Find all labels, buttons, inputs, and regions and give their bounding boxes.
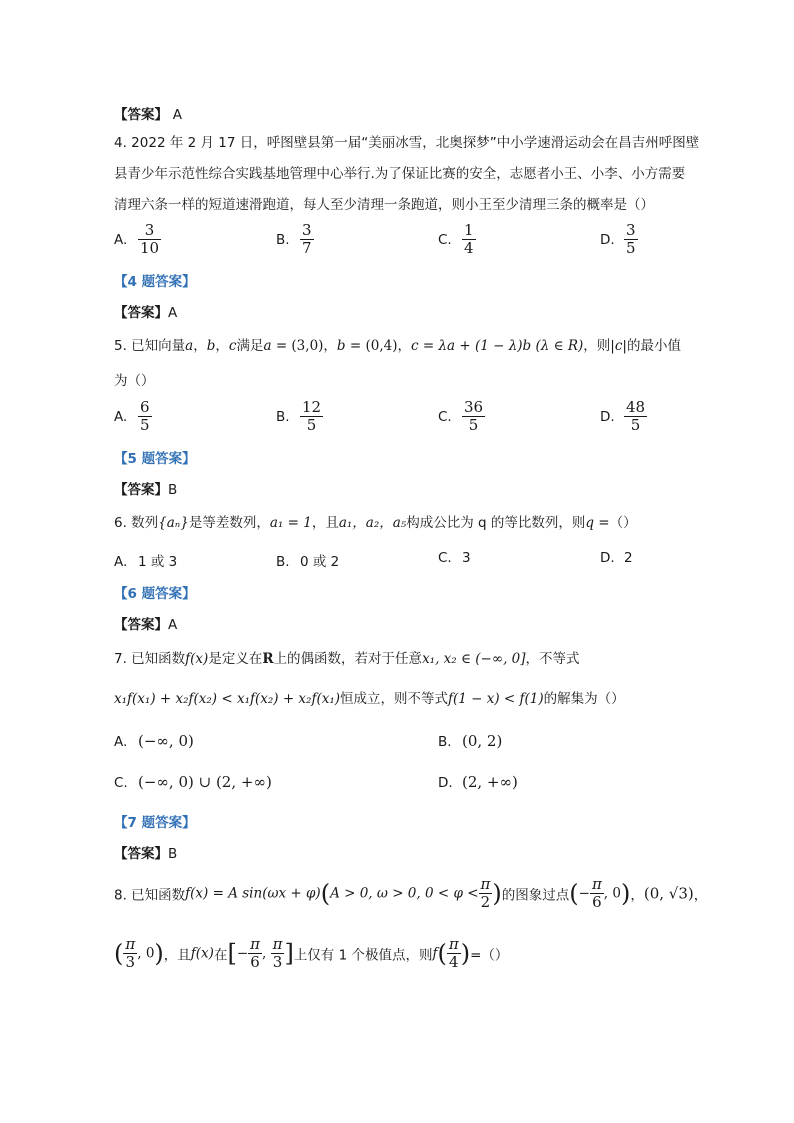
q8-line1 xyxy=(114,876,707,911)
option-label: C. xyxy=(438,231,452,248)
q7-line2 xyxy=(114,688,625,710)
point-2: (0, √3) xyxy=(643,884,694,903)
q7-text: 是定义在 xyxy=(208,651,263,667)
option-text: (−∞, 0) xyxy=(138,732,194,750)
q4-answer xyxy=(114,301,177,321)
q7-text: 上的偶函数，若对于任意 xyxy=(273,651,423,667)
answer-value: B xyxy=(168,846,178,862)
option-label: A. xyxy=(114,734,128,750)
q7-option-d xyxy=(438,773,518,791)
q7-section-heading: 【7 题答案】 xyxy=(114,815,196,831)
q3-answer-value: A xyxy=(172,107,182,123)
fraction xyxy=(138,222,161,257)
terms: a₁，a₂，a₅ xyxy=(338,515,407,531)
q5-tail: 的最小值 xyxy=(626,338,681,354)
denominator: 5 xyxy=(624,416,647,434)
option-text: 0 或 2 xyxy=(300,554,340,570)
option-text: (−∞, 0) ∪ (2, +∞) xyxy=(138,773,272,791)
numerator: 48 xyxy=(626,398,646,416)
fraction xyxy=(462,399,485,434)
left-bracket: [ xyxy=(227,939,237,968)
option-label: D. xyxy=(438,775,453,791)
option-label: C. xyxy=(114,775,128,791)
option-label: A. xyxy=(114,231,128,248)
real-set: R xyxy=(262,651,274,667)
function-f: f xyxy=(432,945,438,962)
answer-label: 【答案】 xyxy=(114,482,168,498)
q5-line2: 为（） xyxy=(114,373,155,389)
fraction xyxy=(300,399,323,434)
left-paren: ( xyxy=(320,879,331,908)
pi-over-2 xyxy=(479,876,493,911)
q6-section-heading: 【6 题答案】 xyxy=(114,586,196,602)
q6-text: 构成公比为 q 的等比数列，则 xyxy=(406,515,586,531)
q4-option-b xyxy=(276,222,314,257)
inequality: x₁f(x₁) + x₂f(x₂) < x₁f(x₂) + x₂f(x₁) xyxy=(114,691,341,707)
separator: ， xyxy=(215,338,229,354)
separator: ， xyxy=(397,338,411,354)
option-text: 3 xyxy=(462,550,471,566)
option-label: B. xyxy=(438,734,452,750)
denominator: 2 xyxy=(479,893,493,911)
function-def: f(x) = A sin(ωx + φ) xyxy=(185,885,321,902)
q8-text: 的图象过点 xyxy=(501,887,570,904)
q3-answer-label: 答案 xyxy=(127,107,155,123)
separator: ， xyxy=(193,338,207,354)
then-text: ，则 xyxy=(583,338,611,354)
q8-text: ，且 xyxy=(163,947,191,964)
vector-b: b xyxy=(336,338,346,354)
numerator: 6 xyxy=(140,398,150,416)
q6-option-c xyxy=(438,550,471,566)
right-paren: ) xyxy=(460,939,471,968)
q8-line2: ( $\frac{\pi}{3}$ , 0)，且f(x)在[− $\frac{\pi}{6}$ , $\frac{\pi}{3}$ ]上仅有 1 个极值点，则f( $\frac{\pi}{4}$ )=（） xyxy=(114,935,509,971)
denominator: 10 xyxy=(140,239,160,257)
numerator: π xyxy=(591,875,602,893)
a-definition: = (3,0) xyxy=(275,338,324,354)
separator: ， xyxy=(323,338,337,354)
option-label: B. xyxy=(276,554,290,570)
fraction xyxy=(138,399,152,434)
option-label: C. xyxy=(438,408,452,425)
answer-close-bracket: 】 xyxy=(154,107,168,123)
numerator: 3 xyxy=(302,221,312,239)
right-paren: ) xyxy=(620,879,631,908)
function-fx: f(x) xyxy=(190,945,214,962)
left-paren: ( xyxy=(569,879,579,908)
numerator: 3 xyxy=(626,221,636,239)
denominator: 5 xyxy=(300,416,323,434)
right-paren: ) xyxy=(154,939,164,968)
q4-option-a xyxy=(114,222,161,257)
right-bracket: ] xyxy=(284,939,294,968)
domain-condition: x₁, x₂ ∈ (−∞, 0] xyxy=(422,651,526,667)
first-term: a₁ = 1 xyxy=(269,515,312,531)
q4-section-heading: 【4 题答案】 xyxy=(114,274,196,290)
left-paren: ( xyxy=(114,939,124,968)
denominator: 5 xyxy=(462,416,485,434)
q6-end: （） xyxy=(609,515,637,531)
q7-answer xyxy=(114,842,177,862)
sequence: {aₙ} xyxy=(158,515,189,531)
answer-open-bracket: 【 xyxy=(114,107,128,123)
q4-option-c xyxy=(438,222,476,257)
numerator: 36 xyxy=(464,398,484,416)
pi-over-6 xyxy=(590,876,604,911)
parameter-condition: A > 0, ω > 0, 0 < φ < xyxy=(330,885,479,902)
pi-over-3 xyxy=(123,936,137,971)
option-label: D. xyxy=(600,231,615,248)
q7-text: ，不等式 xyxy=(525,651,580,667)
vector-a: a xyxy=(185,338,194,354)
zero-coord: , 0 xyxy=(137,945,155,962)
fraction xyxy=(624,222,638,257)
q6-option-b xyxy=(276,550,339,570)
q7-text: 恒成立，则不等式 xyxy=(340,691,449,707)
answer-value: A xyxy=(168,617,178,633)
option-label: C. xyxy=(438,550,452,566)
denominator: 5 xyxy=(140,416,150,434)
option-text: 1 或 3 xyxy=(138,554,178,570)
q6-answer xyxy=(114,613,177,633)
denominator: 3 xyxy=(271,953,285,971)
numerator: 3 xyxy=(144,221,155,239)
answer-label: 【答案】 xyxy=(114,846,168,862)
q4-option-d xyxy=(600,222,638,257)
q7-text: 7. 已知函数 xyxy=(114,651,186,667)
pi-over-4 xyxy=(447,936,461,971)
q5-line1: 5. 已知向量a，b，c满足a = (3,0)，b = (0,4)，c = λa + (1 − λ)b (λ ∈ R)，则|c|的最小值 xyxy=(114,338,681,354)
minus-sign: − xyxy=(578,885,590,902)
option-label: A. xyxy=(114,554,128,570)
function-fx: f(x) xyxy=(185,651,209,667)
answer-label: 【答案】 xyxy=(114,617,168,633)
fraction xyxy=(624,399,647,434)
separator: ， xyxy=(630,887,644,904)
q5-option-b xyxy=(276,399,323,434)
q5-option-d xyxy=(600,399,647,434)
q5-prefix: 5. 已知向量 xyxy=(114,338,186,354)
numerator: π xyxy=(272,935,283,953)
vector-a: a xyxy=(263,338,272,354)
q7-option-c xyxy=(114,773,272,791)
numerator: 1 xyxy=(464,221,474,239)
option-text: 2 xyxy=(624,550,633,566)
q7-option-a xyxy=(114,732,194,750)
b-definition: = (0,4) xyxy=(349,338,398,354)
q4-line1: 4. 2022 年 2 月 17 日，呼图壁县第一届“美丽冰雪，北奥探梦”中小学速滑运动会在昌吉州呼图壁 xyxy=(114,135,700,151)
q6-option-a xyxy=(114,550,177,570)
vector-c-magnitude: c xyxy=(614,338,623,354)
q6-prefix: 6. 数列 xyxy=(114,515,159,531)
q8-text: 上仅有 1 个极值点，则 xyxy=(293,947,433,964)
fraction xyxy=(300,222,314,257)
numerator: π xyxy=(480,875,491,893)
answer-value: A xyxy=(168,305,178,321)
vector-c: c xyxy=(228,338,237,354)
vector-c: c xyxy=(410,338,419,354)
q6-text: 是等差数列， xyxy=(188,515,270,531)
q4-line3: 清理六条一样的短道速滑跑道，每人至少清理一条跑道，则小王至少清理三条的概率是（） xyxy=(114,197,654,213)
q5-option-a xyxy=(114,399,152,434)
numerator: π xyxy=(250,935,260,953)
q8-text: 8. 已知函数 xyxy=(114,887,186,904)
q4-line2: 县青少年示范性综合实践基地管理中心举行.为了保证比赛的安全，志愿者小王、小李、小方需要 xyxy=(114,166,686,182)
denominator: 7 xyxy=(302,239,312,257)
denominator: 4 xyxy=(464,239,474,257)
c-definition: = λa + (1 − λ)b (λ ∈ R) xyxy=(422,338,584,354)
q6-line1 xyxy=(114,512,637,534)
fraction xyxy=(462,222,476,257)
satisfy-text: 满足 xyxy=(236,338,264,354)
q7-text: 的解集为（） xyxy=(543,691,625,707)
right-paren: ) xyxy=(492,879,502,908)
pi-over-6 xyxy=(248,936,262,971)
numerator: 12 xyxy=(302,398,322,416)
ratio: q = xyxy=(585,515,610,531)
q3-answer xyxy=(114,103,182,123)
q7-option-b xyxy=(438,732,502,750)
q8-end: =（） xyxy=(470,947,509,964)
numerator: π xyxy=(125,935,136,953)
q8-text: 在 xyxy=(213,947,228,964)
zero-coord: , 0 xyxy=(603,885,621,902)
q5-answer xyxy=(114,478,177,498)
q7-line1 xyxy=(114,648,580,670)
pi-over-3 xyxy=(271,936,285,971)
q6-text: ，且 xyxy=(311,515,339,531)
separator: ， xyxy=(693,887,708,904)
answer-label: 【答案】 xyxy=(114,305,168,321)
denominator: 6 xyxy=(248,953,262,971)
inequality-2: f(1 − x) < f(1) xyxy=(448,691,544,707)
option-label: A. xyxy=(114,408,128,425)
denominator: 4 xyxy=(447,953,461,971)
left-paren: ( xyxy=(437,939,447,968)
denominator: 3 xyxy=(123,953,137,971)
option-label: B. xyxy=(276,231,290,248)
option-label: D. xyxy=(600,550,615,566)
option-text: (2, +∞) xyxy=(462,773,518,791)
q5-option-c xyxy=(438,399,485,434)
denominator: 5 xyxy=(626,239,636,257)
option-text: (0, 2) xyxy=(462,732,503,750)
vector-b: b xyxy=(206,338,216,354)
option-label: D. xyxy=(600,408,615,425)
q5-section-heading: 【5 题答案】 xyxy=(114,451,196,467)
answer-value: B xyxy=(168,482,178,498)
minus-sign: − xyxy=(236,945,249,962)
q6-option-d xyxy=(600,550,633,566)
numerator: π xyxy=(448,935,459,953)
denominator: 6 xyxy=(590,893,604,911)
option-label: B. xyxy=(276,408,290,425)
